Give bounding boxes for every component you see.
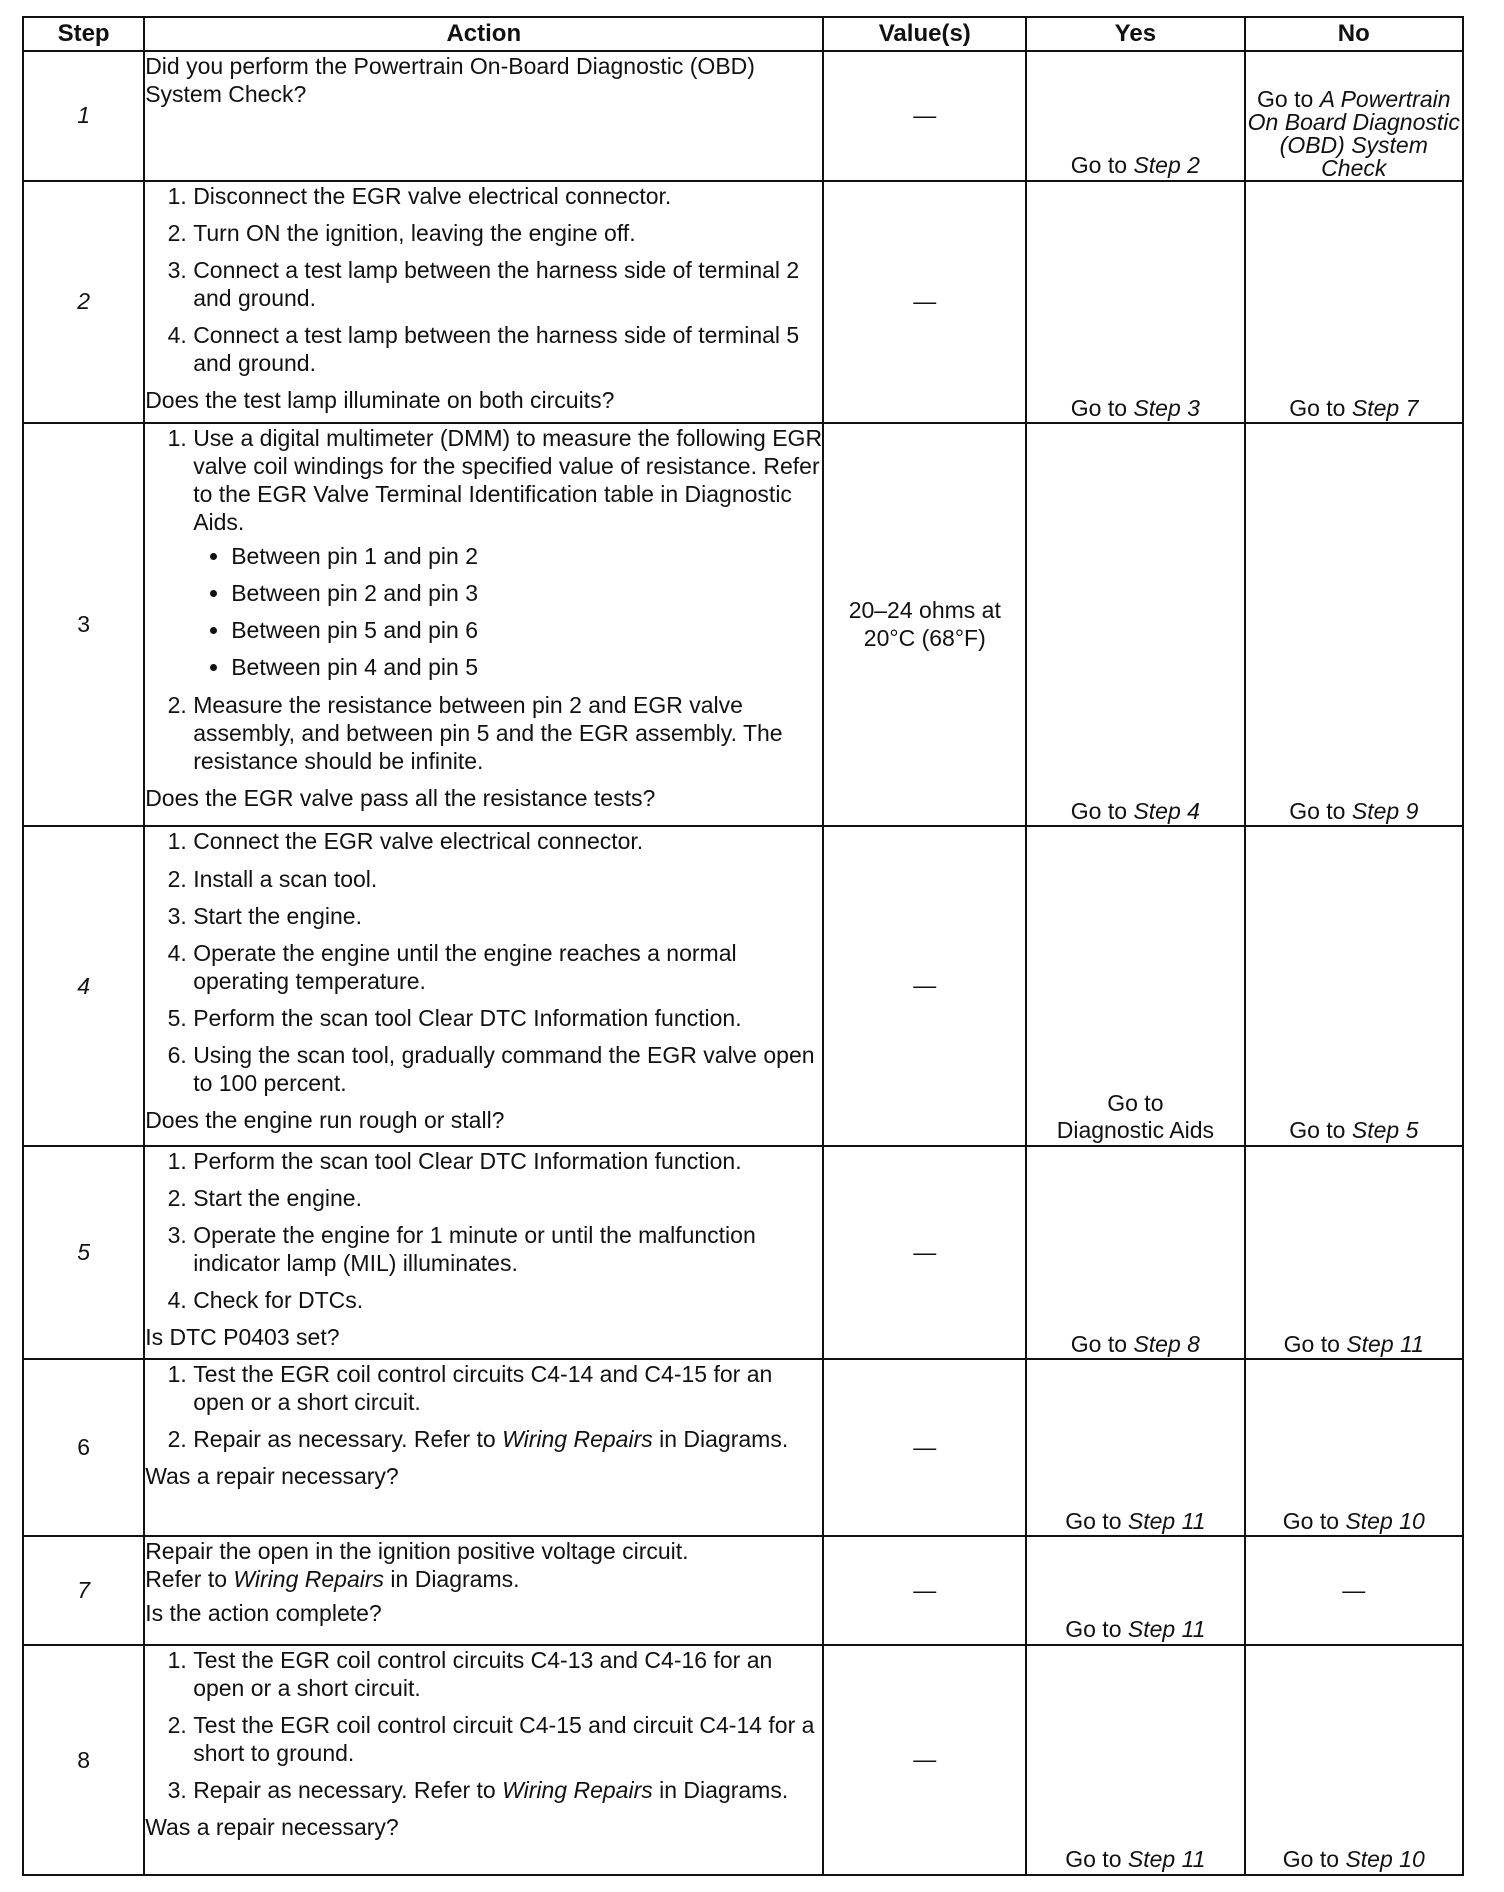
action-list — [145, 827, 822, 1096]
yes-prefix: Go to — [1065, 1507, 1122, 1534]
action-cell — [144, 1536, 823, 1645]
action-item: 2. Turn ON the ignition, leaving the engine off. — [193, 219, 822, 247]
no-cell — [1245, 181, 1463, 424]
wiring-repairs-ref: Wiring Repairs — [233, 1566, 385, 1593]
no-target: Step 11 — [1346, 1330, 1424, 1357]
action-item: 4. Connect a test lamp between the harness side of terminal 5 and ground. — [193, 321, 822, 377]
no-target: A Powertrain On Board Diagnostic (OBD) System Check — [1247, 85, 1460, 181]
action-cell — [144, 1645, 823, 1875]
yes-prefix: Go to — [1070, 151, 1128, 178]
table-row — [23, 1359, 1463, 1536]
step-number: 5 — [23, 1146, 144, 1360]
yes-prefix: Go to — [1065, 1616, 1122, 1643]
action-question: Is the action complete? — [145, 1600, 382, 1627]
action-text: Repair as necessary. Refer to — [193, 1777, 496, 1804]
action-item — [193, 1776, 822, 1804]
action-list — [145, 1646, 822, 1804]
no-target: Step 10 — [1345, 1846, 1425, 1873]
step-number: 8 — [23, 1645, 144, 1875]
action-item: 3. Start the engine. — [193, 902, 822, 930]
diagnostic-table — [22, 16, 1464, 1876]
table-row — [23, 181, 1463, 424]
yes-target: Step 11 — [1127, 1507, 1206, 1534]
header-no: No — [1245, 17, 1463, 51]
action-question: Was a repair necessary? — [145, 1814, 399, 1841]
yes-cell — [1026, 1146, 1244, 1360]
yes-cell — [1026, 1645, 1244, 1875]
table-row — [23, 423, 1463, 826]
action-text: Did you perform the Powertrain On-Board Diagnostic (OBD) System Check? — [145, 53, 755, 108]
no-target: Step 10 — [1345, 1507, 1425, 1534]
value-cell: — — [823, 1146, 1026, 1360]
action-question: Was a repair necessary? — [145, 1463, 399, 1490]
action-question: Does the test lamp illuminate on both circuits? — [145, 386, 615, 413]
yes-cell — [1026, 1359, 1244, 1536]
action-item: 1. Test the EGR coil control circuits C4-14 and C4-15 for an open or a short circuit. — [193, 1360, 822, 1416]
action-line: in Diagrams. — [390, 1566, 520, 1593]
yes-target: Step 4 — [1133, 797, 1200, 824]
no-prefix: Go to — [1282, 1507, 1340, 1534]
yes-prefix: Go to — [1070, 1330, 1128, 1357]
no-target: Step 5 — [1351, 1117, 1419, 1144]
no-cell: — — [1245, 1536, 1463, 1645]
no-prefix: Go to — [1289, 1117, 1346, 1144]
header-action: Action — [144, 17, 823, 51]
yes-cell — [1026, 826, 1244, 1145]
action-item: 5. Perform the scan tool Clear DTC Information function. — [193, 1004, 822, 1032]
bullet-item: • Between pin 5 and pin 6 — [231, 616, 822, 644]
value-cell: — — [823, 181, 1026, 424]
table-row — [23, 826, 1463, 1145]
value-cell: 20–24 ohms at 20°C (68°F) — [823, 423, 1026, 826]
action-item-text: Use a digital multimeter (DMM) to measure the following EGR valve coil windings for the specified value of resistance. Refer to the EGR Valve Terminal Identification table in Diagnostic Aids. — [193, 425, 823, 536]
action-item — [193, 424, 822, 681]
yes-cell — [1026, 51, 1244, 180]
step-number: 7 — [23, 1536, 144, 1645]
step-number: 6 — [23, 1359, 144, 1536]
no-cell — [1245, 1146, 1463, 1360]
action-item: 3. Operate the engine for 1 minute or until the malfunction indicator lamp (MIL) illuminates. — [193, 1221, 822, 1277]
yes-target: Step 8 — [1133, 1330, 1200, 1357]
action-line: Refer to — [145, 1566, 228, 1593]
action-cell — [144, 423, 823, 826]
header-values: Value(s) — [823, 17, 1026, 51]
yes-cell — [1026, 423, 1244, 826]
bullet-list — [193, 542, 822, 681]
yes-target: Step 3 — [1133, 394, 1200, 421]
action-text — [145, 1537, 822, 1593]
bullet-item: • Between pin 2 and pin 3 — [231, 579, 822, 607]
action-cell — [144, 826, 823, 1145]
no-cell — [1245, 423, 1463, 826]
action-item: 2. Test the EGR coil control circuit C4-15 and circuit C4-14 for a short to ground. — [193, 1711, 822, 1767]
action-question: Does the engine run rough or stall? — [145, 1106, 505, 1133]
action-item: 1. Disconnect the EGR valve electrical connector. — [193, 182, 822, 210]
yes-cell — [1026, 181, 1244, 424]
step-number: 2 — [23, 181, 144, 424]
no-cell — [1245, 51, 1463, 180]
no-target: Step 9 — [1351, 797, 1419, 824]
bullet-item: • Between pin 4 and pin 5 — [231, 653, 822, 681]
step-number: 3 — [23, 423, 144, 826]
table-row — [23, 51, 1463, 180]
yes-target: Step 11 — [1127, 1616, 1206, 1643]
header-yes: Yes — [1026, 17, 1244, 51]
header-row — [23, 17, 1463, 51]
yes-target: Diagnostic Aids — [1056, 1117, 1214, 1144]
no-prefix: Go to — [1283, 1330, 1340, 1357]
wiring-repairs-ref: Wiring Repairs — [502, 1777, 653, 1804]
action-line: Repair the open in the ignition positive voltage circuit. — [145, 1538, 689, 1565]
action-list — [145, 424, 822, 775]
action-item: 2. Install a scan tool. — [193, 865, 822, 893]
yes-prefix: Go to — [1070, 394, 1128, 421]
action-list — [145, 182, 822, 377]
action-question: Is DTC P0403 set? — [145, 1324, 340, 1351]
yes-target: Step 2 — [1133, 151, 1200, 178]
value-cell: — — [823, 1536, 1026, 1645]
no-prefix: Go to — [1289, 394, 1346, 421]
action-item: 1. Test the EGR coil control circuits C4-13 and C4-16 for an open or a short circuit. — [193, 1646, 822, 1702]
action-item: 4. Check for DTCs. — [193, 1286, 822, 1314]
action-text: Repair as necessary. Refer to — [193, 1426, 496, 1453]
action-cell — [144, 1146, 823, 1360]
action-item: 1. Perform the scan tool Clear DTC Information function. — [193, 1147, 822, 1175]
no-prefix: Go to — [1289, 797, 1346, 824]
action-item: 2. Start the engine. — [193, 1184, 822, 1212]
value-cell: — — [823, 826, 1026, 1145]
header-step: Step — [23, 17, 144, 51]
bullet-item: • Between pin 1 and pin 2 — [231, 542, 822, 570]
yes-cell — [1026, 1536, 1244, 1645]
yes-prefix: Go to — [1070, 797, 1128, 824]
action-text: in Diagrams. — [659, 1777, 789, 1804]
yes-target: Step 11 — [1127, 1846, 1206, 1873]
value-cell: — — [823, 51, 1026, 180]
action-list — [145, 1360, 822, 1453]
action-item: 4. Operate the engine until the engine reaches a normal operating temperature. — [193, 939, 822, 995]
step-number: 1 — [23, 51, 144, 180]
action-item: 2. Measure the resistance between pin 2 and EGR valve assembly, and between pin 5 and the EGR assembly. The resistance should be infinite. — [193, 691, 822, 775]
no-prefix: Go to — [1282, 1846, 1340, 1873]
no-target: Step 7 — [1351, 394, 1419, 421]
action-item: 6. Using the scan tool, gradually command the EGR valve open to 100 percent. — [193, 1041, 822, 1097]
no-cell — [1245, 826, 1463, 1145]
value-cell: — — [823, 1359, 1026, 1536]
action-cell — [144, 181, 823, 424]
action-text: in Diagrams. — [659, 1426, 789, 1453]
value-cell: — — [823, 1645, 1026, 1875]
action-cell — [144, 1359, 823, 1536]
no-cell — [1245, 1359, 1463, 1536]
table-row — [23, 1536, 1463, 1645]
yes-prefix: Go to — [1065, 1846, 1122, 1873]
no-prefix: Go to — [1257, 85, 1314, 112]
no-cell — [1245, 1645, 1463, 1875]
step-number: 4 — [23, 826, 144, 1145]
yes-prefix: Go to — [1107, 1089, 1164, 1116]
wiring-repairs-ref: Wiring Repairs — [502, 1426, 653, 1453]
table-row — [23, 1645, 1463, 1875]
action-question: Does the EGR valve pass all the resistance tests? — [145, 784, 656, 811]
action-list — [145, 1147, 822, 1314]
action-item: 1. Connect the EGR valve electrical connector. — [193, 827, 822, 855]
action-item — [193, 1425, 822, 1453]
action-item: 3. Connect a test lamp between the harness side of terminal 2 and ground. — [193, 256, 822, 312]
action-cell — [144, 51, 823, 180]
table-row — [23, 1146, 1463, 1360]
